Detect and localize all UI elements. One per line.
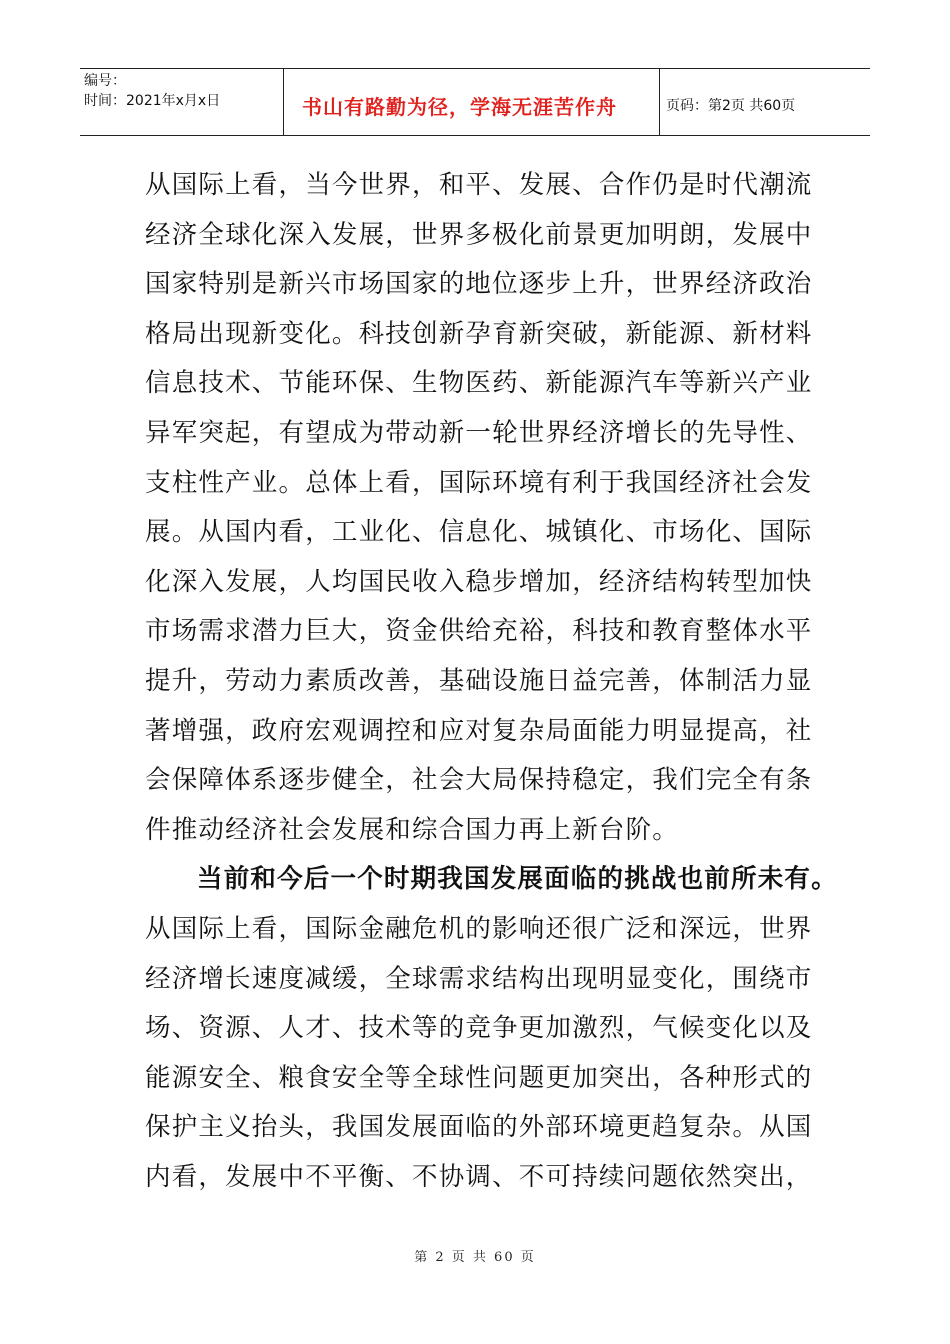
- paragraph-2: [145, 855, 838, 1202]
- text-line: 提升，劳动力素质改善，基础设施日益完善，体制活力显: [145, 665, 813, 696]
- header-motto: 书山有路勤为径，学海无涯苦作舟: [302, 94, 617, 119]
- bold-lead-sentence: 当前和今后一个时期我国发展面临的挑战也前所未有。: [197, 864, 838, 895]
- text-line: 支柱性产业。总体上看，国际环境有利于我国经济社会发: [145, 467, 813, 498]
- text-line: 国家特别是新兴市场国家的地位逐步上升，世界经济政治: [145, 269, 813, 300]
- text-line: 展。从国内看，工业化、信息化、城镇化、市场化、国际: [145, 517, 813, 548]
- paragraph-1: [145, 161, 815, 855]
- text-line: 能源安全、粮食安全等全球性问题更加突出，各种形式的: [145, 1062, 813, 1093]
- header-motto-cell: [284, 69, 660, 135]
- text-line: 场、资源、人才、技术等的竞争更加激烈，气候变化以及: [145, 1013, 813, 1044]
- document-time-label: 时间：2021年x月x日: [84, 93, 221, 109]
- page-header: [80, 68, 870, 136]
- text-line: 经济增长速度减缓，全球需求结构出现明显变化，围绕市: [145, 963, 813, 994]
- text-line: 异军突起，有望成为带动新一轮世界经济增长的先导性、: [145, 417, 813, 448]
- document-number-label: 编号：: [84, 73, 126, 89]
- text-line: 信息技术、节能环保、生物医药、新能源汽车等新兴产业: [145, 368, 813, 399]
- header-page-cell: [660, 69, 870, 135]
- text-line: 会保障体系逐步健全，社会大局保持稳定，我们完全有条: [145, 765, 813, 796]
- text-line: 格局出现新变化。科技创新孕育新突破，新能源、新材料: [145, 318, 813, 349]
- text-line: 从国际上看，国际金融危机的影响还很广泛和深远，世界: [145, 913, 813, 944]
- text-line: 内看，发展中不平衡、不协调、不可持续问题依然突出，: [145, 1161, 813, 1192]
- page-footer: 第 2 页 共 60 页: [414, 1250, 536, 1265]
- document-body: [145, 161, 838, 1202]
- text-line: 经济全球化深入发展，世界多极化前景更加明朗，发展中: [145, 219, 813, 250]
- text-line: 著增强，政府宏观调控和应对复杂局面能力明显提高，社: [145, 715, 813, 746]
- text-line: 保护主义抬头，我国发展面临的外部环境更趋复杂。从国: [145, 1112, 813, 1143]
- text-line: 化深入发展，人均国民收入稳步增加，经济结构转型加快: [145, 566, 813, 597]
- text-line: 市场需求潜力巨大，资金供给充裕，科技和教育整体水平: [145, 616, 813, 647]
- text-line: 件推动经济社会发展和综合国力再上新台阶。: [145, 814, 680, 845]
- text-line: 从国际上看，当今世界，和平、发展、合作仍是时代潮流: [145, 170, 813, 200]
- header-page-info: 页码：第2页 共60页: [666, 98, 796, 114]
- header-meta-cell: [80, 69, 284, 135]
- bold-lead-line: [145, 855, 838, 905]
